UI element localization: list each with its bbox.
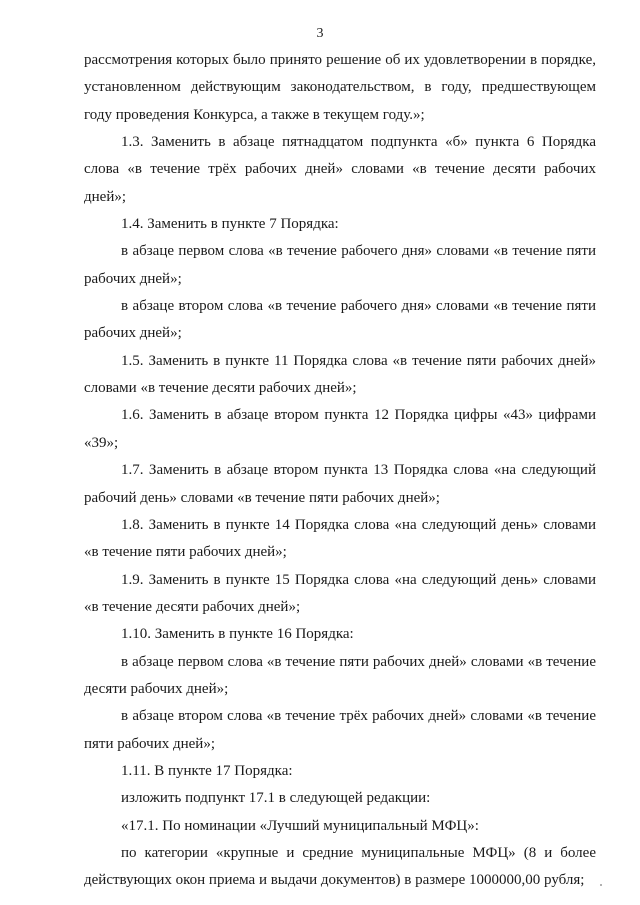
paragraph-continuation: рассмотрения которых было принято решение об их удовлетворении в порядке, установленном действующим законодательством, в году, предшествующем году проведения Конкурса, а также в текущем году.»; <box>84 52 596 123</box>
paragraph-1-4-first: в абзаце первом слова «в течение рабочего дня» словами «в течение пяти рабочих дней»; <box>84 243 596 287</box>
paragraph-1-8: 1.8. Заменить в пункте 14 Порядка слова «на следующий день» словами «в течение пяти рабочих дней»; <box>84 516 596 561</box>
paragraph-1-10-first: в абзаце первом слова «в течение пяти рабочих дней» словами «в течение десяти рабочих дней»; <box>84 653 596 697</box>
paragraph-17-1-category: по категории «крупные и средние муниципальные МФЦ» (8 и более действующих окон приема и выдачи документов) в размере 1000000,00 рубля; <box>84 844 596 889</box>
document-body <box>84 47 596 895</box>
paragraph-17-1-heading: «17.1. По номинации «Лучший муниципальный МФЦ»: <box>121 817 479 834</box>
paragraph-1-10-second: в абзаце втором слова «в течение трёх рабочих дней» словами «в течение пяти рабочих дней»; <box>84 708 596 752</box>
scan-speck <box>600 884 602 886</box>
paragraph-1-7: 1.7. Заменить в абзаце втором пункта 13 Порядка слова «на следующий рабочий день» словами «в течение пяти рабочих дней»; <box>84 462 596 506</box>
paragraph-1-4-second: в абзаце втором слова «в течение рабочего дня» словами «в течение пяти рабочих дней»; <box>84 298 596 342</box>
paragraph-1-10: 1.10. Заменить в пункте 16 Порядка: <box>121 626 354 643</box>
paragraph-1-4: 1.4. Заменить в пункте 7 Порядка: <box>121 216 339 233</box>
page-number: 3 <box>316 26 324 41</box>
paragraph-1-9: 1.9. Заменить в пункте 15 Порядка слова «на следующий день» словами «в течение десяти рабочих дней»; <box>84 571 596 615</box>
paragraph-1-3: 1.3. Заменить в абзаце пятнадцатом подпункта «б» пункта 6 Порядка слова «в течение трёх рабочих дней» словами «в течение десяти рабочих дней»; <box>84 134 596 205</box>
paragraph-1-5: 1.5. Заменить в пункте 11 Порядка слова «в течение пяти рабочих дней» словами «в течение десяти рабочих дней»; <box>84 352 596 397</box>
paragraph-1-6: 1.6. Заменить в абзаце втором пункта 12 Порядка цифры «43» цифрами «39»; <box>84 407 596 451</box>
paragraph-1-11-subpoint: изложить подпункт 17.1 в следующей редакции: <box>121 790 431 807</box>
paragraph-1-11: 1.11. В пункте 17 Порядка: <box>121 762 293 779</box>
